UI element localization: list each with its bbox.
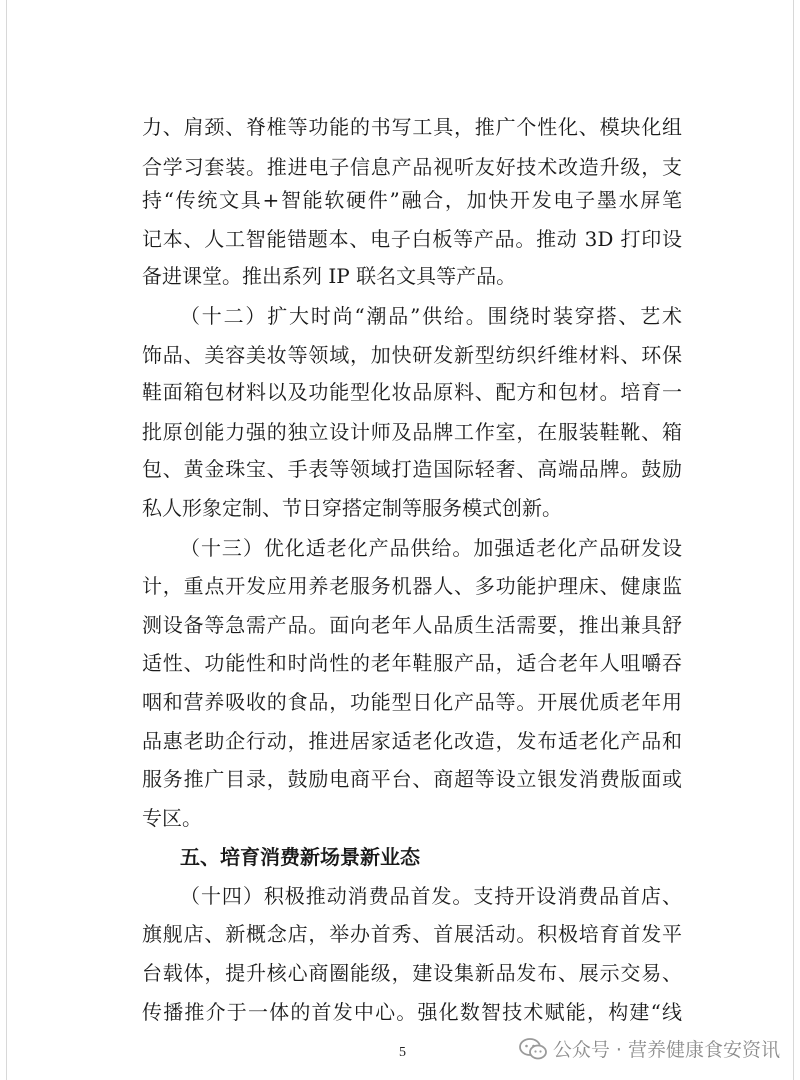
body-line-14: 测设备等急需产品。面向老年人品质生活需要，推出兼具舒: [142, 613, 682, 637]
body-line-17: 品惠老助企行动，推进居家适老化改造，发布适老化产品和: [142, 729, 682, 753]
body-line-6: （十二）扩大时尚“潮品”供给。围绕时装穿搭、艺术: [180, 304, 682, 328]
body-line-1: 力、肩颈、脊椎等功能的书写工具，推广个性化、模块化组: [142, 115, 682, 139]
body-line-21: 旗舰店、新概念店，举办首秀、首展活动。积极培育首发平: [142, 922, 682, 946]
body-line-18: 服务推广目录，鼓励电商平台、商超等设立银发消费版面或: [142, 767, 682, 791]
body-line-12: （十三）优化适老化产品供给。加强适老化产品研发设: [180, 536, 682, 560]
body-line-2: 合学习套装。推进电子信息产品视听友好技术改造升级，支: [142, 155, 682, 179]
body-line-11: 私人形象定制、节日穿搭定制等服务模式创新。: [142, 496, 562, 520]
body-line-7: 饰品、美容美妆等领域，加快研发新型纺织纤维材料、环保: [142, 343, 682, 367]
page-number: 5: [399, 1045, 406, 1060]
body-line-16: 咽和营养吸收的食品，功能型日化产品等。开展优质老年用: [142, 690, 682, 714]
section-heading: 五、培育消费新场景新业态: [180, 845, 420, 869]
body-line-5: 备进课堂。推出系列 IP 联名文具等产品。: [142, 264, 517, 288]
body-line-3: 持“传统文具+智能软硬件”融合，加快开发电子墨水屏笔: [142, 188, 682, 212]
document-page: [6, 0, 794, 1080]
body-line-10: 包、黄金珠宝、手表等领域打造国际轻奢、高端品牌。鼓励: [142, 457, 682, 481]
wechat-logo-icon: [519, 1038, 547, 1060]
body-line-19: 专区。: [142, 806, 202, 830]
body-line-13: 计，重点开发应用养老服务机器人、多功能护理床、健康监: [142, 574, 682, 598]
body-line-22: 台载体，提升核心商圈能级，建设集新品发布、展示交易、: [142, 961, 682, 985]
body-line-20: （十四）积极推动消费品首发。支持开设消费品首店、: [180, 884, 682, 908]
watermark: [519, 1035, 780, 1062]
body-line-9: 批原创能力强的独立设计师及品牌工作室，在服装鞋靴、箱: [142, 420, 682, 444]
body-line-23: 传播推介于一体的首发中心。强化数智技术赋能，构建“线: [142, 1000, 682, 1024]
body-line-4: 记本、人工智能错题本、电子白板等产品。推动 3D 打印设: [142, 227, 682, 251]
watermark-text: 公众号 · 营养健康食安资讯: [552, 1039, 780, 1061]
body-line-15: 适性、功能性和时尚性的老年鞋服产品，适合老年人咀嚼吞: [142, 651, 682, 675]
body-line-8: 鞋面箱包材料以及功能型化妆品原料、配方和包材。培育一: [142, 380, 682, 404]
